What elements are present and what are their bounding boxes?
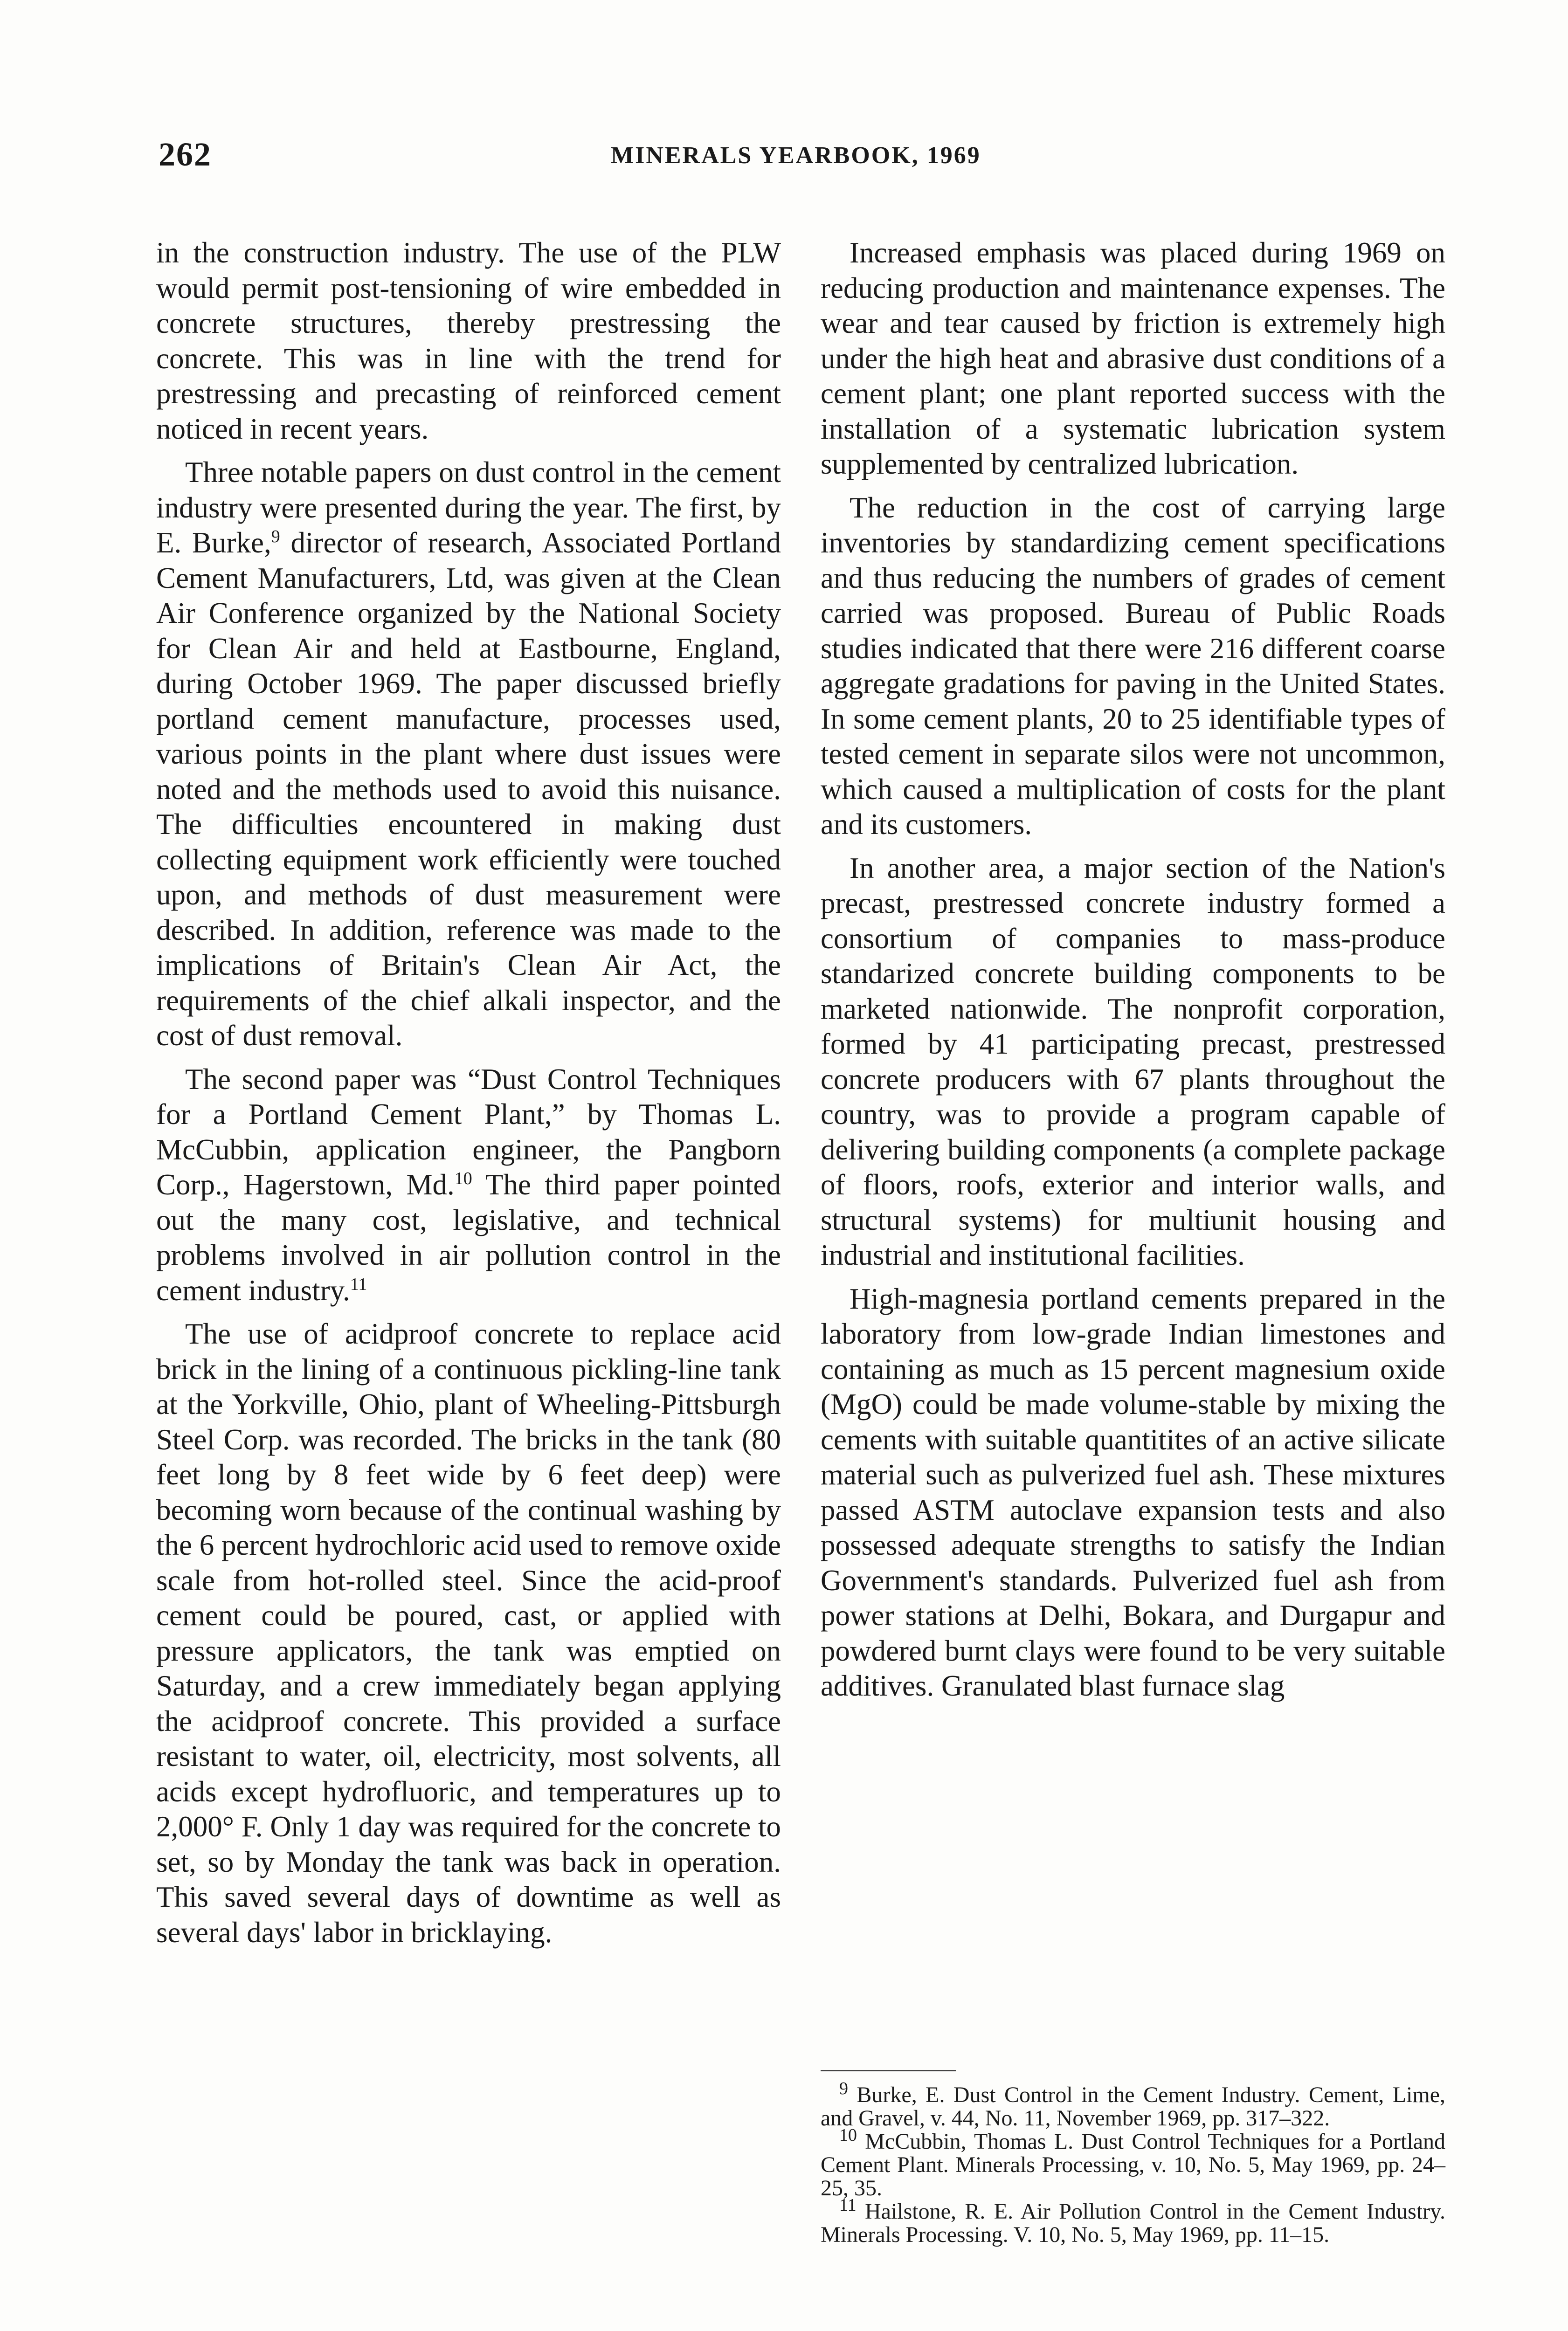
footnote-number: 10 [839,2125,857,2145]
footnotes-section [821,2070,1445,2247]
footnote-ref-11: 11 [350,1274,367,1294]
left-paragraph-3-text-b: The third paper pointed out the many cost, legislative, and technical problems involved in air pollution control in the cement industry. [156,1168,781,1307]
footnote-divider [821,2070,956,2071]
left-paragraph-2-text-b: director of research, Associated Portland Cement Manufacturers, Ltd, was given at the Clean Air Conference organized by the National Society for Clean Air and held at Eastbourne, England, during October 1969. The paper discussed briefly portland cement manufacture, processes used, various points in the plant where dust issues were noted and the methods used to avoid this nuisance. The difficulties encountered in making dust collecting equipment work efficiently were touched upon, and methods of dust measurement were described. In addition, reference was made to the implications of Britain's Clean Air Act, the requirements of the chief alkali inspector, and the cost of dust removal. [156,526,781,1052]
running-title: MINERALS YEARBOOK, 1969 [611,142,981,169]
footnote-ref-10: 10 [454,1169,472,1188]
right-paragraph-4: High-magnesia portland cements prepared in the laboratory from low-grade Indian limestones and containing as much as 15 percent magnesium oxide (MgO) could be made volume-stable by mixing the cements with suitable quantitites of an active silicate material such as pulverized fuel ash. These mixtures passed ASTM autoclave expansion tests and also possessed adequate strengths to satisfy the Indian Government's standards. Pulverized fuel ash from power stations at Delhi, Bokara, and Durgapur and powdered burnt clays were found to be very suitable additives. Granulated blast furnace slag [821,1282,1445,1702]
footnote-9 [821,2079,1445,2131]
left-column [156,235,781,1959]
footnote-11 [821,2195,1445,2247]
footnote-ref-9: 9 [271,527,280,546]
footnote-text: Burke, E. Dust Control in the Cement Industry. Cement, Lime, and Gravel, v. 44, No. 11, November 1969, pp. 317–322. [821,2083,1445,2131]
footnote-number: 9 [839,2079,848,2098]
right-paragraph-3: In another area, a major section of the Nation's precast, prestressed concrete industry formed a consortium of companies to mass-produce standarized concrete building components to be marketed nationwide. The nonprofit corporation, formed by 41 participating precast, prestressed concrete producers with 67 plants throughout the country, was to provide a program capable of delivering building components (a complete package of floors, roofs, exterior and interior walls, and structural systems) for multiunit housing and industrial and institutional facilities. [821,851,1445,1271]
left-paragraph-2 [156,455,781,1054]
footnote-10 [821,2125,1445,2200]
right-column [821,235,1445,1712]
left-paragraph-1: in the construction industry. The use of the PLW would permit post-tensioning of wire embedded in concrete structures, thereby prestressing the concrete. This was in line with the trend for prestressing and precasting of reinforced cement noticed in recent years. [156,236,781,445]
left-paragraph-3 [156,1062,781,1309]
left-paragraph-4: The use of acidproof concrete to replace acid brick in the lining of a continuous pickling-line tank at the Yorkville, Ohio, plant of Wheeling-Pittsburgh Steel Corp. was recorded. The bricks in the tank (80 feet long by 8 feet wide by 6 feet deep) were becoming worn because of the continual washing by the 6 percent hydrochloric acid used to remove oxide scale from hot-rolled steel. Since the acid-proof cement could be poured, cast, or applied with pressure applicators, the tank was emptied on Saturday, and a crew immediately began applying the acidproof concrete. This provided a surface resistant to water, oil, electricity, most solvents, all acids except hydrofluoric, and temperatures up to 2,000° F. Only 1 day was required for the concrete to set, so by Monday the tank was back in operation. This saved several days of downtime as well as several days' labor in bricklaying. [156,1317,781,1949]
footnote-number: 11 [839,2195,857,2215]
page-number: 262 [159,136,212,173]
footnote-text: McCubbin, Thomas L. Dust Control Techniques for a Portland Cement Plant. Minerals Processing, v. 10, No. 5, May 1969, pp. 24–25, 35. [821,2129,1445,2200]
footnote-text: Hailstone, R. E. Air Pollution Control in the Cement Industry. Minerals Processing. V. 10, No. 5, May 1969, pp. 11–15. [821,2199,1445,2247]
right-paragraph-2: The reduction in the cost of carrying large inventories by standardizing cement specifications and thus reducing the numbers of grades of cement carried was proposed. Bureau of Public Roads studies indicated that there were 216 different coarse aggregate gradations for paving in the United States. In some cement plants, 20 to 25 identifiable types of tested cement in separate silos were not uncommon, which caused a multiplication of costs for the plant and its customers. [821,491,1445,841]
page-header [159,135,1445,177]
left-paragraph-2-text-a: Three notable papers on dust control in the cement industry were presented during the year. The first, by E. Burke, [156,456,781,559]
right-paragraph-1: Increased emphasis was placed during 1969 on reducing production and maintenance expenses. The wear and tear caused by friction is extremely high under the high heat and abrasive dust conditions of a cement plant; one plant reported success with the installation of a systematic lubrication system supplemented by centralized lubrication. [821,236,1445,480]
left-paragraph-3-text-a: The second paper was “Dust Control Techniques for a Portland Cement Plant,” by Thomas L. McCubbin, application engineer, the Pangborn Corp., Hagerstown, Md. [156,1062,781,1201]
